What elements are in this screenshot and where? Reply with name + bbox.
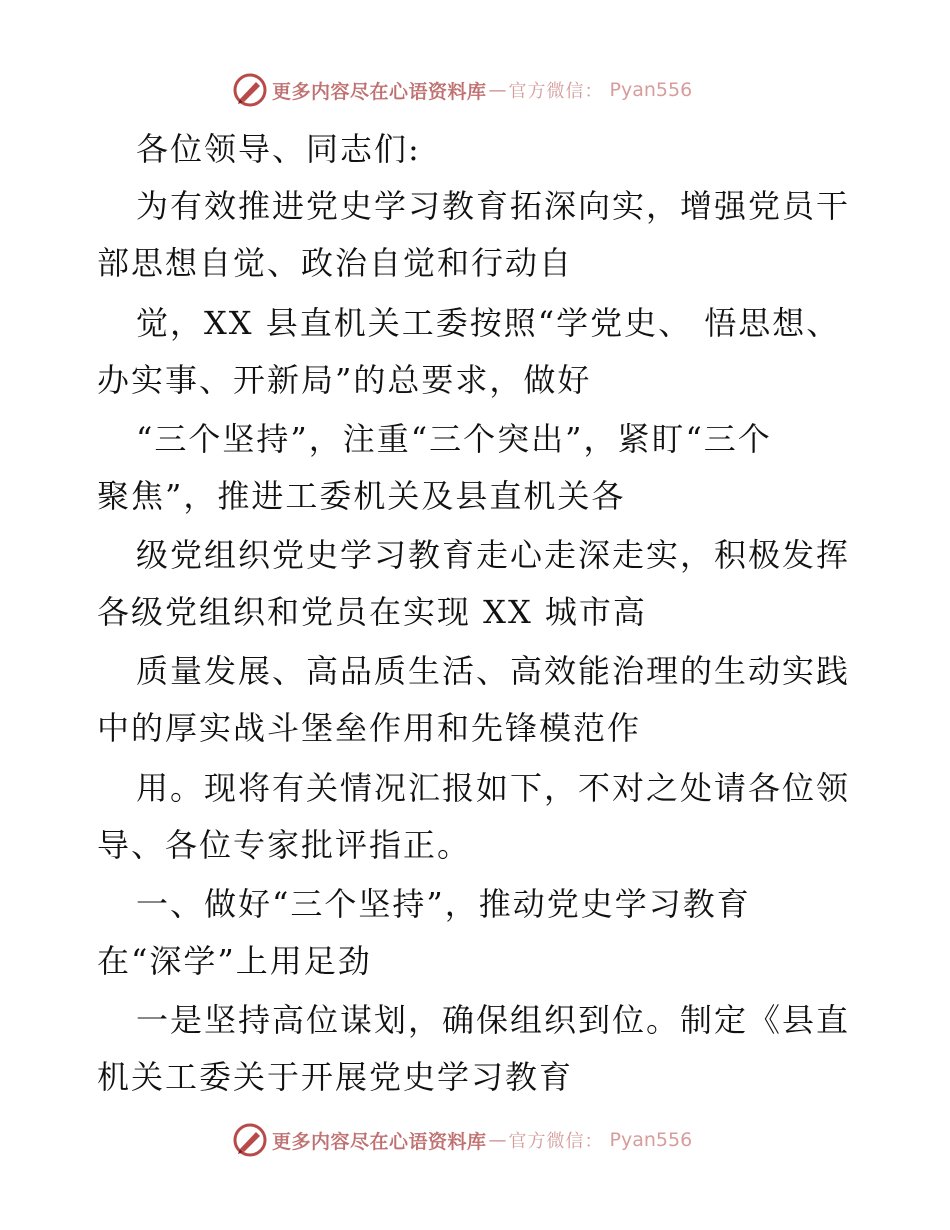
text-line: 级党组织党史学习教育走心走深走实，积极发挥 <box>136 536 851 574</box>
watermark-dash: — <box>488 1129 507 1151</box>
watermark-header <box>232 70 692 110</box>
watermark-account: Pyan556 <box>609 1129 693 1151</box>
text-line: 觉，XX 县直机关工委按照“学党史、 悟思想、 <box>136 304 841 342</box>
text-line: 用。现将有关情况汇报如下，不对之处请各位领 <box>136 769 851 807</box>
text-line: 一是坚持高位谋划，确保组织到位。制定《县直 <box>136 1001 851 1039</box>
text-line: 各级党组织和党员在实现 XX 城市高 <box>97 593 647 631</box>
pen-logo-icon <box>232 72 268 108</box>
section-heading-continued: 在“深学”上用足劲 <box>97 942 372 980</box>
text-line: 机关工委关于开展党史学习教育 <box>97 1058 574 1096</box>
pen-logo-icon <box>232 1122 268 1158</box>
text-line: 中的厚实战斗堡垒作用和先锋模范作 <box>97 709 642 747</box>
text-line: 部思想自觉、政治自觉和行动自 <box>97 244 574 282</box>
watermark-footer <box>232 1120 692 1160</box>
watermark-official-label: 官方微信： <box>508 81 604 102</box>
text-line: 办实事、开新局”的总要求，做好 <box>97 361 592 399</box>
watermark-account: Pyan556 <box>609 79 693 101</box>
text-line: “三个坚持”，注重“三个突出”，紧盯“三个 <box>136 420 772 458</box>
text-line: 质量发展、高品质生活、高效能治理的生动实践 <box>136 652 851 690</box>
text-line: 导、各位专家批评指正。 <box>97 826 472 864</box>
text-line: 聚焦”，推进工委机关及县直机关各 <box>97 477 626 515</box>
watermark-dash: — <box>488 79 507 101</box>
text-line: 为有效推进党史学习教育拓深向实，增强党员干 <box>136 187 851 225</box>
watermark-official-label: 官方微信： <box>508 1131 604 1152</box>
section-heading: 一、做好“三个坚持”，推动党史学习教育 <box>136 885 751 923</box>
text-line: 各位领导、同志们: <box>136 130 421 168</box>
watermark-text: 更多内容尽在心语资料库 <box>272 1130 487 1153</box>
watermark-text: 更多内容尽在心语资料库 <box>272 80 487 103</box>
